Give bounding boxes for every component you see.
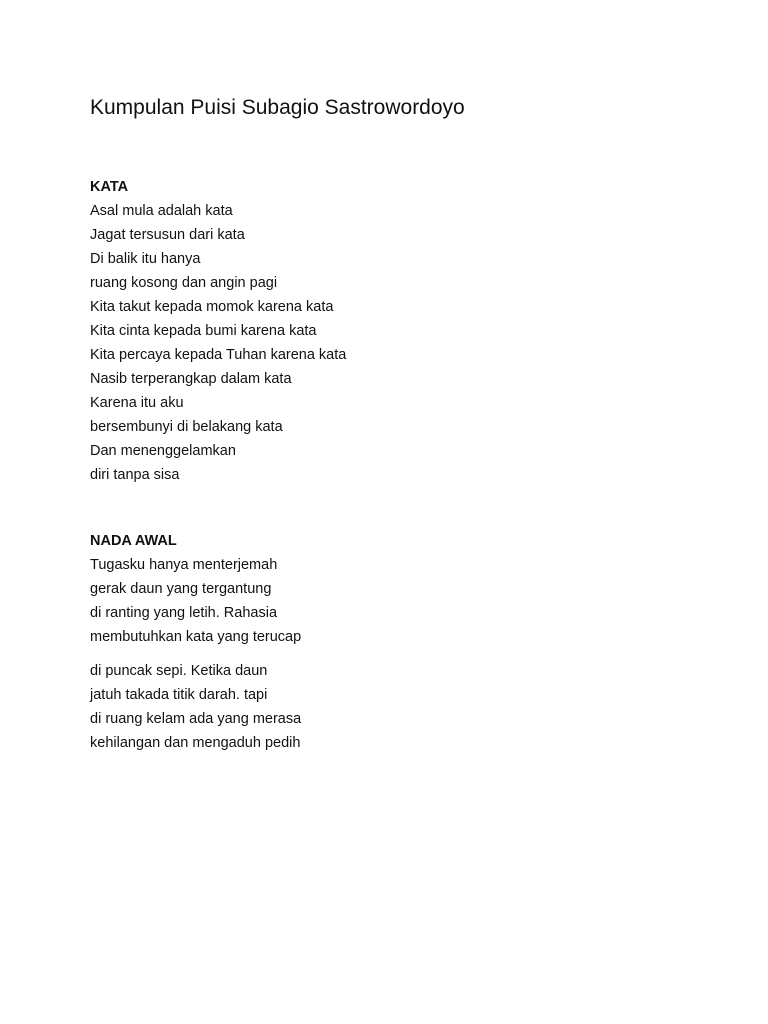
poem-line: Di balik itu hanya	[90, 251, 201, 267]
poem-kata	[90, 175, 730, 487]
poem-line: bersembunyi di belakang kata	[90, 419, 283, 435]
poem-line: jatuh takada titik darah. tapi	[90, 687, 268, 703]
poem-line: Kita cinta kepada bumi karena kata	[90, 323, 317, 339]
poem-line: gerak daun yang tergantung	[90, 581, 272, 597]
poem-line: Karena itu aku	[90, 395, 184, 411]
poem-line: Kita takut kepada momok karena kata	[90, 299, 334, 315]
poem-line: di puncak sepi. Ketika daun	[90, 663, 268, 679]
poem-title: KATA	[90, 179, 129, 195]
poem-line: Jagat tersusun dari kata	[90, 227, 245, 243]
stanza	[90, 553, 730, 649]
poem-line: Kita percaya kepada Tuhan karena kata	[90, 347, 347, 363]
poem-line: kehilangan dan mengaduh pedih	[90, 735, 301, 751]
poem-line: di ruang kelam ada yang merasa	[90, 711, 302, 727]
poem-nada-awal	[90, 529, 730, 755]
poem-line: Nasib terperangkap dalam kata	[90, 371, 292, 387]
poem-line: di ranting yang letih. Rahasia	[90, 605, 278, 621]
stanza	[90, 659, 730, 755]
stanza	[90, 199, 730, 487]
document-title: Kumpulan Puisi Subagio Sastrowordoyo	[90, 96, 465, 119]
poem-line: ruang kosong dan angin pagi	[90, 275, 278, 291]
poem-line: Asal mula adalah kata	[90, 203, 233, 219]
poem-line: Dan menenggelamkan	[90, 443, 236, 459]
poem-line: Tugasku hanya menterjemah	[90, 557, 278, 573]
poem-line: membutuhkan kata yang terucap	[90, 629, 302, 645]
poem-line: diri tanpa sisa	[90, 467, 180, 483]
poem-title: NADA AWAL	[90, 533, 177, 549]
